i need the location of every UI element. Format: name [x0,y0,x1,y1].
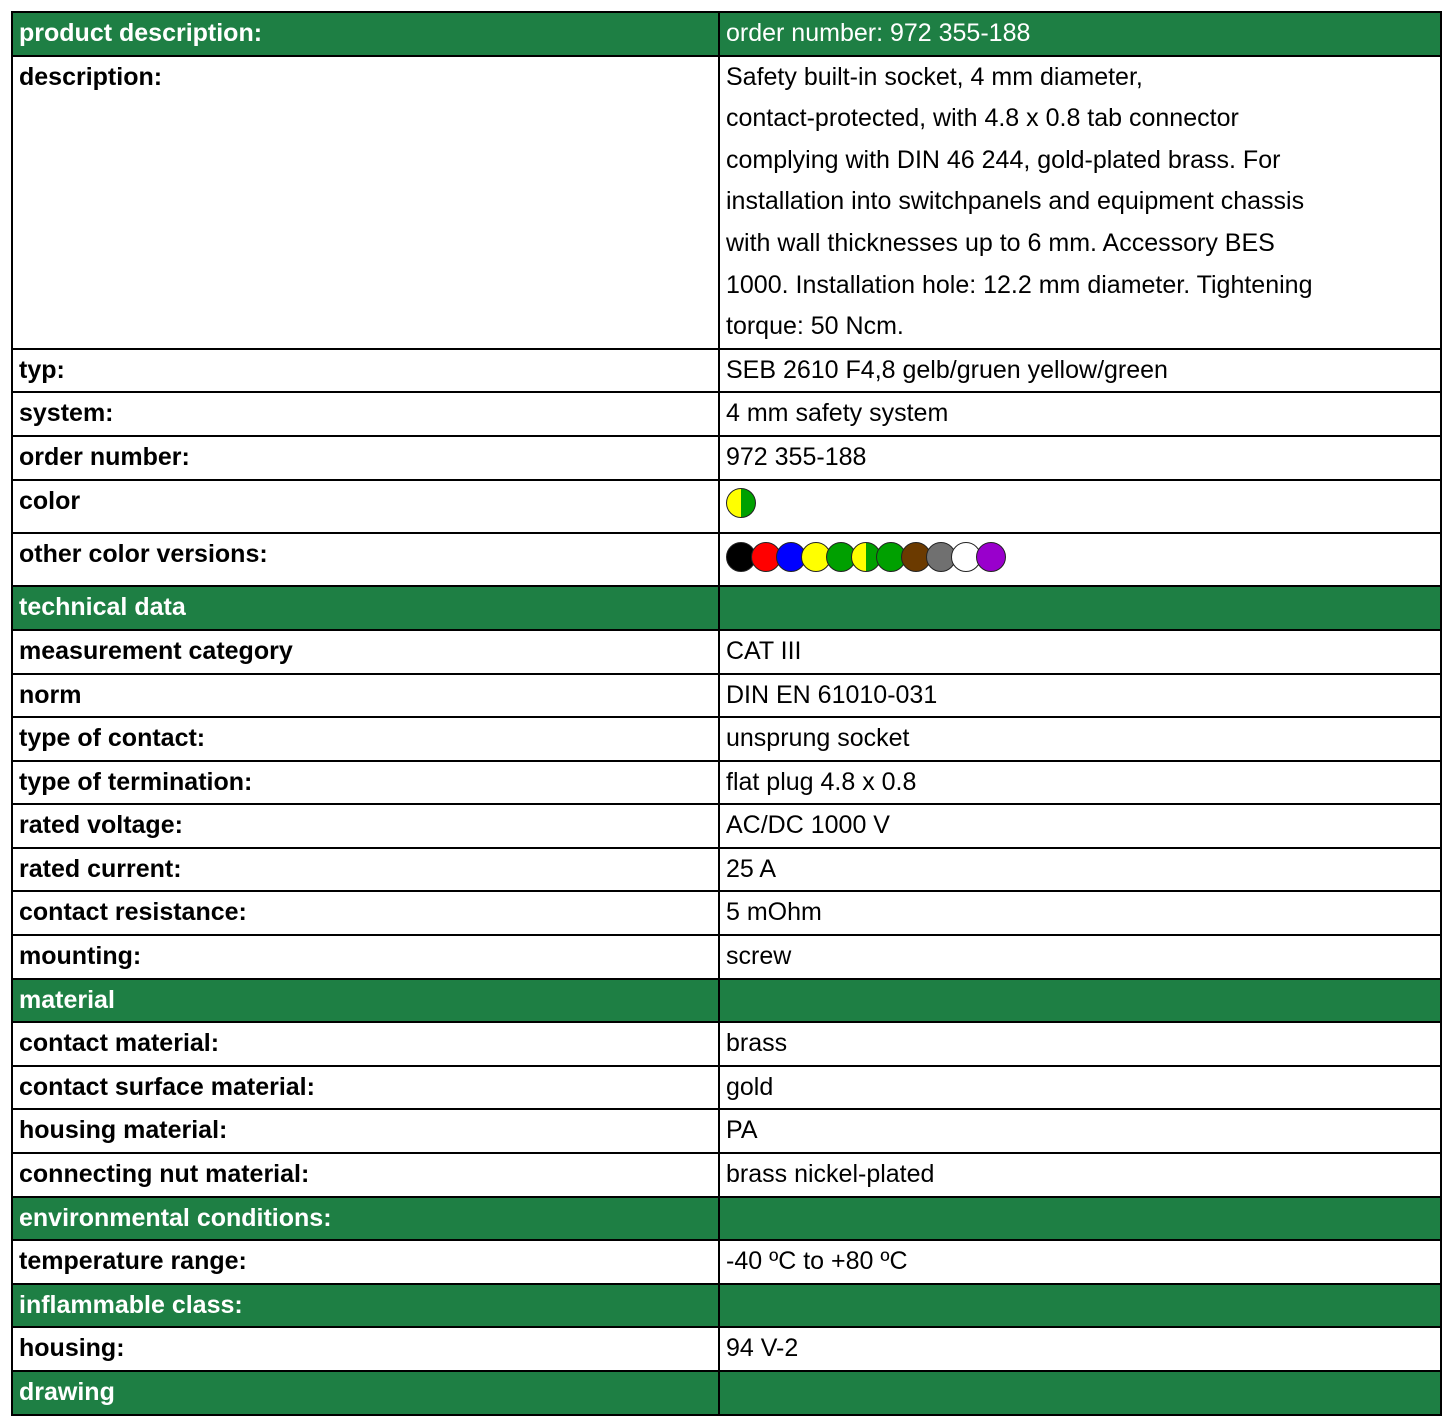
order-number-row [12,436,1441,480]
mounting-value: screw [719,935,1441,979]
temperature-range-row [12,1240,1441,1284]
connecting-nut-material-value: brass nickel-plated [719,1153,1441,1197]
norm-value: DIN EN 61010-031 [719,674,1441,718]
product-description-header-row [12,12,1441,56]
header-order-number: order number: 972 355-188 [719,12,1441,56]
contact-resistance-row [12,891,1441,935]
contact-material-row [12,1022,1441,1066]
other-colors-swatch-cell [719,533,1441,586]
product-sheet [11,11,1438,1406]
section-title: material [12,979,719,1023]
other-colors-row [12,533,1441,586]
section-title: inflammable class: [12,1284,719,1328]
technical-data-section-header [12,586,1441,630]
section-header-empty-cell [719,1284,1441,1328]
section-title: technical data [12,586,719,630]
color-version-dot-icon [976,542,1006,572]
description-line: Safety built-in socket, 4 mm diameter, [726,62,1143,91]
section-header-empty-cell [719,1197,1441,1241]
typ-value: SEB 2610 F4,8 gelb/gruen yellow/green [719,349,1441,393]
rated-voltage-value: AC/DC 1000 V [719,804,1441,848]
color-row [12,480,1441,533]
contact-surface-material-value: gold [719,1066,1441,1110]
type-of-termination-row [12,761,1441,805]
housing-material-row [12,1109,1441,1153]
contact-material-label: contact material: [12,1022,719,1066]
rated-current-label: rated current: [12,848,719,892]
measurement-category-label: measurement category [12,630,719,674]
color-swatch-cell [719,480,1441,533]
housing-material-value: PA [719,1109,1441,1153]
housing-row [12,1327,1441,1371]
connecting-nut-material-row [12,1153,1441,1197]
product-table [11,11,1442,1416]
contact-material-value: brass [719,1022,1441,1066]
other-colors-label: other color versions: [12,533,719,586]
description-line: contact-protected, with 4.8 x 0.8 tab connector [726,104,1239,133]
type-of-contact-value: unsprung socket [719,717,1441,761]
mounting-row [12,935,1441,979]
rated-current-value: 25 A [719,848,1441,892]
yellow-green-color-dot-icon [726,488,756,518]
measurement-category-value: CAT III [719,630,1441,674]
description-row [12,56,1441,349]
product-description-label: product description: [12,12,719,56]
measurement-category-row [12,630,1441,674]
typ-row [12,349,1441,393]
norm-label: norm [12,674,719,718]
contact-resistance-value: 5 mOhm [719,891,1441,935]
type-of-termination-label: type of termination: [12,761,719,805]
drawing-section-header [12,1371,1441,1415]
section-header-empty-cell [719,979,1441,1023]
housing-label: housing: [12,1327,719,1371]
contact-surface-material-row [12,1066,1441,1110]
material-section-header [12,979,1441,1023]
description-line: installation into switchpanels and equipment chassis [726,187,1305,216]
system-label: system: [12,392,719,436]
type-of-termination-value: flat plug 4.8 x 0.8 [719,761,1441,805]
rated-voltage-label: rated voltage: [12,804,719,848]
type-of-contact-row [12,717,1441,761]
section-header-empty-cell [719,586,1441,630]
housing-material-label: housing material: [12,1109,719,1153]
description-line: 1000. Installation hole: 12.2 mm diameter. Tightening [726,270,1313,299]
typ-label: typ: [12,349,719,393]
description-line: torque: 50 Ncm. [726,312,904,341]
environmental-conditions-section-header [12,1197,1441,1241]
order-number-value: 972 355-188 [719,436,1441,480]
rated-current-row [12,848,1441,892]
system-row [12,392,1441,436]
contact-resistance-label: contact resistance: [12,891,719,935]
order-number-label: order number: [12,436,719,480]
description-line: complying with DIN 46 244, gold-plated brass. For [726,145,1281,174]
color-swatch [726,481,751,523]
rated-voltage-row [12,804,1441,848]
description-text [719,56,1441,349]
temperature-range-label: temperature range: [12,1240,719,1284]
housing-value: 94 V-2 [719,1327,1441,1371]
temperature-range-value: -40 ºC to +80 ºC [719,1240,1441,1284]
description-label: description: [12,56,719,349]
system-value: 4 mm safety system [719,392,1441,436]
norm-row [12,674,1441,718]
mounting-label: mounting: [12,935,719,979]
contact-surface-material-label: contact surface material: [12,1066,719,1110]
section-title: environmental conditions: [12,1197,719,1241]
inflammable-class-section-header [12,1284,1441,1328]
section-header-empty-cell [719,1371,1441,1415]
color-label: color [12,480,719,533]
type-of-contact-label: type of contact: [12,717,719,761]
section-title: drawing [12,1371,719,1415]
description-line: with wall thicknesses up to 6 mm. Accessory BES [726,228,1275,257]
connecting-nut-material-label: connecting nut material: [12,1153,719,1197]
other-color-swatches [726,534,1001,576]
